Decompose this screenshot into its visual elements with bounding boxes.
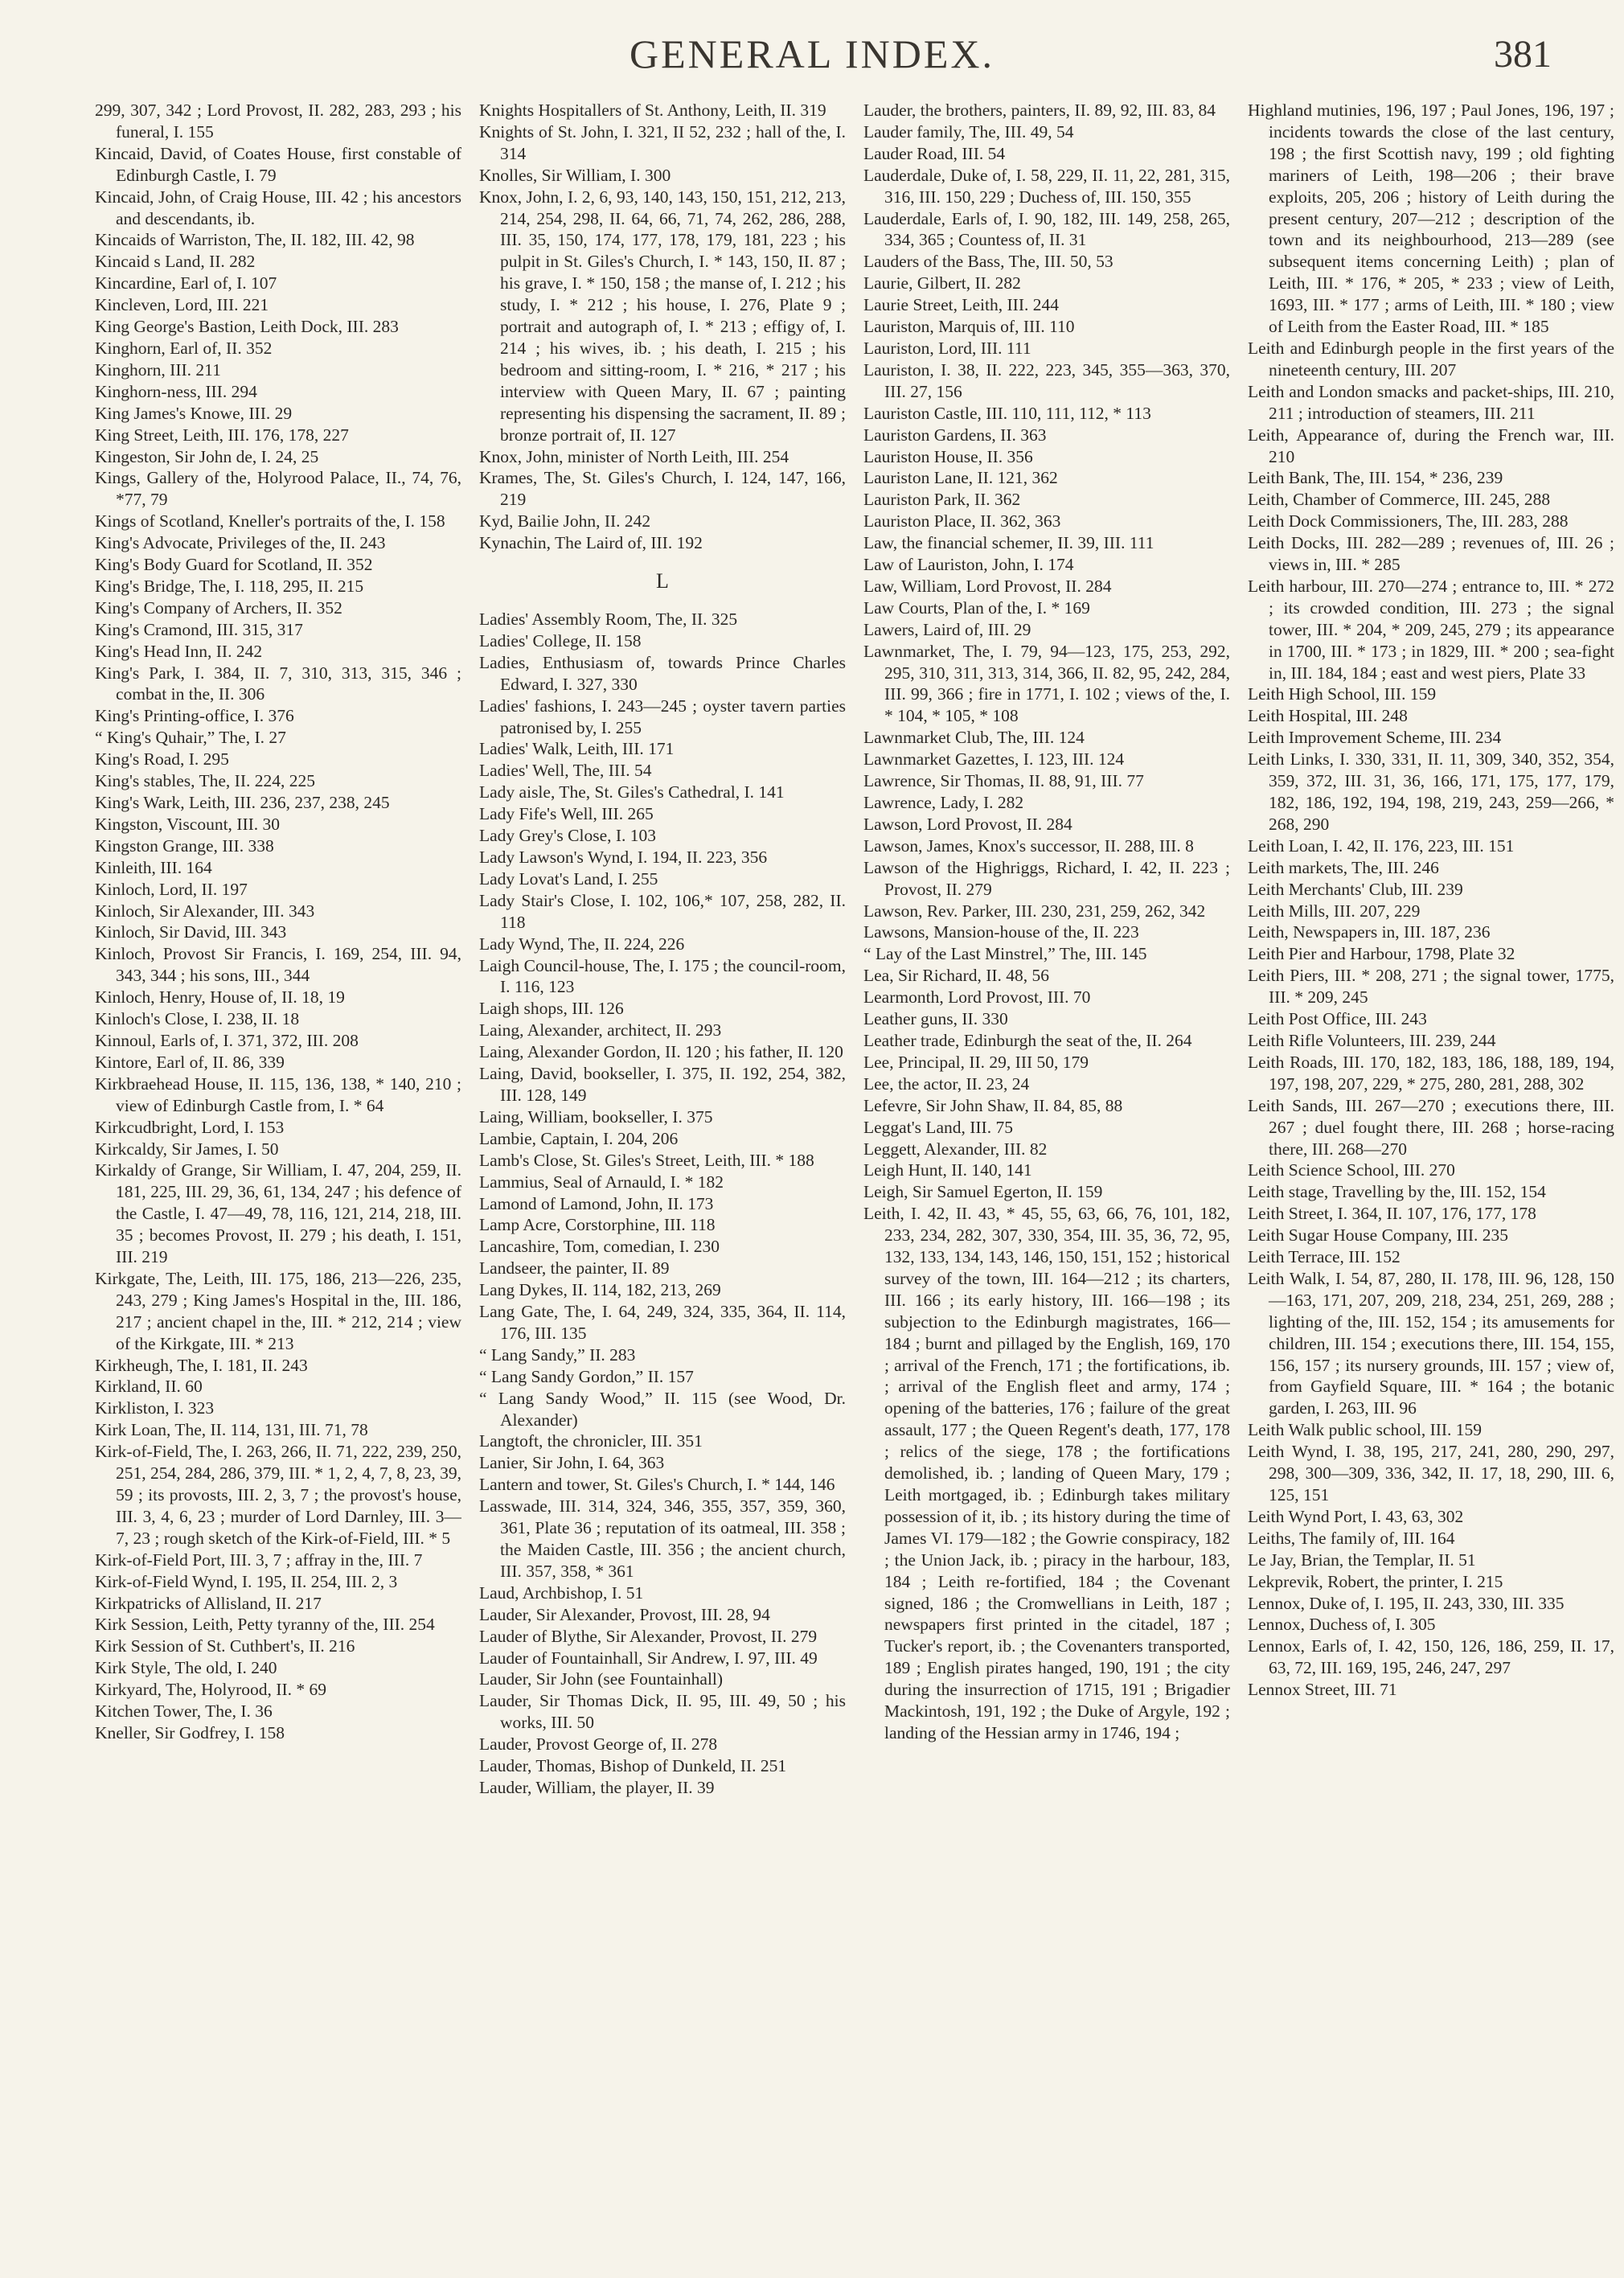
index-entry: Lefevre, Sir John Shaw, II. 84, 85, 88 xyxy=(863,1095,1123,1115)
index-entry: Lang Gate, The, I. 64, 249, 324, 335, 364, II. 114, 176, III. 135 xyxy=(479,1302,846,1343)
index-entry: Lawnmarket Club, The, III. 124 xyxy=(863,728,1085,748)
index-entry: Kneller, Sir Godfrey, I. 158 xyxy=(95,1722,285,1742)
index-entry: Laurie, Gilbert, II. 282 xyxy=(863,273,1021,293)
index-entry: Lawson of the Highriggs, Richard, I. 42, II. 223 ; Provost, II. 279 xyxy=(863,857,1230,899)
index-entry: Lauder, Provost George of, II. 278 xyxy=(479,1734,718,1755)
index-column-1 xyxy=(95,100,461,2239)
index-entry: Kincleven, Lord, III. 221 xyxy=(95,295,269,315)
index-entry: Kinnoul, Earls of, I. 371, 372, III. 208 xyxy=(95,1030,359,1050)
index-entry: Lauriston House, II. 356 xyxy=(863,446,1033,466)
index-entry: King's Cramond, III. 315, 317 xyxy=(95,619,303,639)
index-entry: Knights of St. John, I. 321, II 52, 232 ; hall of the, I. 314 xyxy=(479,121,846,163)
index-entry: Leggett, Alexander, III. 82 xyxy=(863,1139,1048,1159)
index-entry: Laing, William, bookseller, I. 375 xyxy=(479,1106,713,1127)
index-entry: Lady Wynd, The, II. 224, 226 xyxy=(479,934,685,954)
index-entry: Leith, I. 42, II. 43, * 45, 55, 63, 66, 76, 101, 182, 233, 234, 282, 307, 330, 354, III. 35, 36, 72, 95, 132, 133, 134, 143, 146, 150, 151, 152 ; historical survey of the town, III. 164—212 ; its charters, III. 166 ; its early history, III. 166—198 ; its subjection to the Edinburgh magistrates, 166—184 ; burnt and pillaged by the English, 169, 170 ; arrival of the French, 171 ; the fortifications, ib. ; arrival of the English fleet and army, 174 ; opening of the batteries, 176 ; failure of the great assault, 177 ; the Queen Regent's death, 177, 178 ; relics of the siege, 178 ; the fortifications demolished, ib. ; landing of Queen Mary, 179 ; Leith mortgaged, ib. ; Edinburgh takes military possession of it, ib. ; its history during the time of James VI. 179—182 ; the Gowrie conspiracy, 182 ; the Union Jack, ib. ; piracy in the harbour, 183, 184 ; Leith re-fortified, 184 ; the Covenant signed, 186 ; the Cromwellians in Leith, 187 ; newspapers first printed in the citadel, 187 ; Tucker's report, ib. ; the Covenanters transported, 189 ; English pirates hanged, 190, 191 ; the city during the insurrection of 1715, 191 ; Brigadier Mackintosh, 191, 192 ; the Duke of Argyle, 192 ; landing of the Hessian army in 1746, 194 ; xyxy=(863,1204,1230,1742)
index-entry: Laigh Council-house, The, I. 175 ; the council-room, I. 116, 123 xyxy=(479,955,846,997)
index-entry: Kinghorn, Earl of, II. 352 xyxy=(95,338,273,358)
index-entry: Lang Dykes, II. 114, 182, 213, 269 xyxy=(479,1280,721,1300)
index-entry: Lauder, the brothers, painters, II. 89, 92, III. 83, 84 xyxy=(863,101,1216,120)
index-entry: Lennox Street, III. 71 xyxy=(1248,1680,1397,1700)
index-entry: Lawrence, Sir Thomas, II. 88, 91, III. 77 xyxy=(863,771,1144,791)
index-entry: Leith, Newspapers in, III. 187, 236 xyxy=(1248,922,1491,942)
index-entry: Law, William, Lord Provost, II. 284 xyxy=(863,576,1112,596)
index-entry: Kirkgate, The, Leith, III. 175, 186, 213—226, 235, 243, 279 ; King James's Hospital in the, III. 186, 217 ; ancient chapel in the, III. * 212, 214 ; view of the Kirkgate, III. * 213 xyxy=(95,1268,461,1353)
index-entry: Kinleith, III. 164 xyxy=(95,857,212,877)
index-entry: Leith Science School, III. 270 xyxy=(1248,1160,1455,1180)
index-entry: Leith Dock Commissioners, The, III. 283, 288 xyxy=(1248,511,1569,532)
index-entry: Laing, Alexander, architect, II. 293 xyxy=(479,1020,722,1040)
index-entry: Law Courts, Plan of the, I. * 169 xyxy=(863,597,1090,618)
index-entry: Lady Lovat's Land, I. 255 xyxy=(479,868,658,889)
index-entry: Leith and Edinburgh people in the first years of the nineteenth century, III. 207 xyxy=(1248,338,1614,380)
index-entry: Lekprevik, Robert, the printer, I. 215 xyxy=(1248,1571,1503,1591)
index-entry: Kirk Loan, The, II. 114, 131, III. 71, 78 xyxy=(95,1420,368,1440)
index-entry: Leith Improvement Scheme, III. 234 xyxy=(1248,728,1502,748)
index-entry: Kincaid, John, of Craig House, III. 42 ; his ancestors and descendants, ib. xyxy=(95,187,461,228)
index-entry: King's Bridge, The, I. 118, 295, II. 215 xyxy=(95,576,364,596)
index-entry: Leith Docks, III. 282—289 ; revenues of, III. 26 ; views in, III. * 285 xyxy=(1248,533,1614,575)
index-entry: Lauder family, The, III. 49, 54 xyxy=(863,121,1074,142)
index-entry: Kings, Gallery of the, Holyrood Palace, II., 74, 76, *77, 79 xyxy=(95,468,461,510)
index-entry: King's Advocate, Privileges of the, II. 243 xyxy=(95,533,386,553)
index-entry: Lauder, Sir Thomas Dick, II. 95, III. 49, 50 ; his works, III. 50 xyxy=(479,1691,846,1733)
index-entry: King's Park, I. 384, II. 7, 310, 313, 315, 346 ; combat in the, II. 306 xyxy=(95,663,461,704)
index-entry: Leith Pier and Harbour, 1798, Plate 32 xyxy=(1248,944,1515,964)
index-entry: Leith and London smacks and packet-ships, III. 210, 211 ; introduction of steamers, III. 211 xyxy=(1248,381,1614,423)
index-entry: Lauder of Blythe, Sir Alexander, Provost, II. 279 xyxy=(479,1626,818,1646)
index-entry: Kinloch's Close, I. 238, II. 18 xyxy=(95,1009,300,1029)
index-entry: Kirkheugh, The, I. 181, II. 243 xyxy=(95,1355,308,1375)
index-entry: Kynachin, The Laird of, III. 192 xyxy=(479,533,703,553)
index-entry: Leith Loan, I. 42, II. 176, 223, III. 151 xyxy=(1248,835,1515,856)
index-entry: 299, 307, 342 ; Lord Provost, II. 282, 283, 293 ; his funeral, I. 155 xyxy=(95,101,461,142)
index-entry: Knox, John, I. 2, 6, 93, 140, 143, 150, 151, 212, 213, 214, 254, 298, II. 64, 66, 71, 74, 262, 286, 288, III. 35, 150, 174, 177, 178, 179, 181, 223 ; his pulpit in St. Giles's Church, I. * 143, 150, II. 87 ; his grave, I. * 150, 158 ; the manse of, I. 212 ; his study, I. * 212 ; his house, I. 276, Plate 9 ; portrait and autograph of, I. * 213 ; effigy of, I. 214 ; his wives, ib. ; his death, I. 215 ; his bedroom and sitting-room, I. * 216, * 217 ; his interview with Queen Mary, II. 67 ; painting representing his dispensing the sacrament, II. 89 ; bronze portrait of, II. 127 xyxy=(479,187,846,445)
index-entry: Lauriston Lane, II. 121, 362 xyxy=(863,468,1058,488)
index-entry: Kinloch, Sir David, III. 343 xyxy=(95,922,287,942)
index-column-3 xyxy=(863,100,1230,2239)
index-entry: Le Jay, Brian, the Templar, II. 51 xyxy=(1248,1549,1476,1570)
index-entry: Ladies, Enthusiasm of, towards Prince Charles Edward, I. 327, 330 xyxy=(479,652,846,694)
index-entry: Kirkbraehead House, II. 115, 136, 138, * 140, 210 ; view of Edinburgh Castle from, I. * 64 xyxy=(95,1073,461,1115)
index-entry: Lawnmarket, The, I. 79, 94—123, 175, 253, 292, 295, 310, 311, 313, 314, 366, II. 82, 95, 242, 284, III. 99, 366 ; fire in 1771, I. 102 ; views of the, I. * 104, * 105, * 108 xyxy=(863,641,1230,726)
index-entry: Lauder, William, the player, II. 39 xyxy=(479,1777,715,1797)
index-entry: Kirk Session, Leith, Petty tyranny of the, III. 254 xyxy=(95,1615,435,1635)
index-entry: Kintore, Earl of, II. 86, 339 xyxy=(95,1052,285,1072)
index-entry: Ladies' College, II. 158 xyxy=(479,630,642,651)
index-entry: Lennox, Duke of, I. 195, II. 243, 330, III. 335 xyxy=(1248,1593,1565,1613)
index-entry: Lee, Principal, II. 29, III 50, 179 xyxy=(863,1052,1089,1072)
index-entry: Kitchen Tower, The, I. 36 xyxy=(95,1701,273,1722)
index-entry: Lady Grey's Close, I. 103 xyxy=(479,826,657,846)
index-entry: King's Body Guard for Scotland, II. 352 xyxy=(95,555,373,575)
index-entry: Lauder of Fountainhall, Sir Andrew, I. 97, III. 49 xyxy=(479,1648,818,1668)
index-entry: Lawson, Lord Provost, II. 284 xyxy=(863,814,1072,834)
index-entry: Kincardine, Earl of, I. 107 xyxy=(95,273,277,293)
page-number: 381 xyxy=(1494,33,1552,76)
index-entry: Lady aisle, The, St. Giles's Cathedral, I. 141 xyxy=(479,782,785,802)
index-entry: Kirkcaldy, Sir James, I. 50 xyxy=(95,1139,279,1159)
index-entry: Leith High School, III. 159 xyxy=(1248,684,1437,704)
index-entry: Lamb's Close, St. Giles's Street, Leith, III. * 188 xyxy=(479,1150,814,1170)
index-entry: Leith Post Office, III. 243 xyxy=(1248,1009,1427,1029)
index-entry: Ladies' Walk, Leith, III. 171 xyxy=(479,739,675,759)
index-entry: Kirk Style, The old, I. 240 xyxy=(95,1658,277,1678)
index-entry: Lawers, Laird of, III. 29 xyxy=(863,619,1031,639)
index-entry: Lantern and tower, St. Giles's Church, I. * 144, 146 xyxy=(479,1475,835,1495)
index-entry: Kirkyard, The, Holyrood, II. * 69 xyxy=(95,1680,327,1700)
index-entry: “ King's Quhair,” The, I. 27 xyxy=(95,728,286,748)
index-entry: Leith, Appearance of, during the French war, III. 210 xyxy=(1248,425,1614,466)
page-header xyxy=(0,24,1624,88)
index-entry: Lawsons, Mansion-house of the, II. 223 xyxy=(863,922,1139,942)
index-entry: Lamp Acre, Corstorphine, III. 118 xyxy=(479,1215,716,1235)
page-title: GENERAL INDEX. xyxy=(630,31,994,76)
index-entry: Langtoft, the chronicler, III. 351 xyxy=(479,1431,703,1451)
index-entry: Krames, The, St. Giles's Church, I. 124, 147, 166, 219 xyxy=(479,468,846,510)
index-entry: Kingeston, Sir John de, I. 24, 25 xyxy=(95,446,319,466)
index-entry: Lauriston Park, II. 362 xyxy=(863,490,1021,510)
index-entry: Lauder, Thomas, Bishop of Dunkeld, II. 251 xyxy=(479,1756,787,1776)
index-entry: Leith Links, I. 330, 331, II. 11, 309, 340, 352, 354, 359, 372, III. 31, 36, 166, 171, 175, 177, 179, 182, 186, 192, 194, 198, 219, 243, 259—266, * 268, 290 xyxy=(1248,749,1614,834)
index-entry: King Street, Leith, III. 176, 178, 227 xyxy=(95,425,349,445)
index-entry: Lanier, Sir John, I. 64, 363 xyxy=(479,1453,665,1473)
index-entry: Lady Stair's Close, I. 102, 106,* 107, 258, 282, II. 118 xyxy=(479,890,846,932)
index-entry: Kirk-of-Field Wynd, I. 195, II. 254, III. 2, 3 xyxy=(95,1571,398,1591)
index-entry: Lauders of the Bass, The, III. 50, 53 xyxy=(863,252,1113,272)
index-entry: Lauriston Castle, III. 110, 111, 112, * 113 xyxy=(863,403,1151,423)
index-entry: Leith Walk public school, III. 159 xyxy=(1248,1420,1483,1440)
index-entry: Kingston, Viscount, III. 30 xyxy=(95,814,281,834)
index-entry: Kincaid s Land, II. 282 xyxy=(95,252,256,272)
index-column-2 xyxy=(479,100,846,2239)
index-column-4 xyxy=(1248,100,1614,2239)
index-entry: Lawson, James, Knox's successor, II. 288, III. 8 xyxy=(863,835,1194,856)
index-entry: Ladies' Assembly Room, The, II. 325 xyxy=(479,610,738,630)
index-entry: Highland mutinies, 196, 197 ; Paul Jones, 196, 197 ; incidents towards the close of the last century, 198 ; the first Scottish navy, 199 ; old fighting mariners of Leith, 198—206 ; their brave exploits, 205, 206 ; history of Leith during the present century, 207—212 ; description of the town and its neighbourhood, 213—289 (see subsequent items concerning Leith) ; plan of Leith, III. * 176, * 205, * 233 ; view of Leith, 1693, III. * 177 ; arms of Leith, III. * 180 ; view of Leith from the Easter Road, III. * 185 xyxy=(1248,101,1614,337)
index-entry: King James's Knowe, III. 29 xyxy=(95,403,293,423)
index-entry: Kyd, Bailie John, II. 242 xyxy=(479,511,651,532)
index-entry: King's Wark, Leith, III. 236, 237, 238, 245 xyxy=(95,793,390,812)
index-entry: Laurie Street, Leith, III. 244 xyxy=(863,295,1059,315)
index-entry: Leith Wynd Port, I. 43, 63, 302 xyxy=(1248,1506,1464,1526)
index-entry: Leggat's Land, III. 75 xyxy=(863,1117,1013,1137)
index-entry: Lammius, Seal of Arnauld, I. * 182 xyxy=(479,1172,724,1192)
index-entry: Leith Wynd, I. 38, 195, 217, 241, 280, 290, 297, 298, 300—309, 336, 342, II. 17, 18, 290, III. 6, 125, 151 xyxy=(1248,1442,1614,1504)
index-entry: Lauriston, I. 38, II. 222, 223, 345, 355—363, 370, III. 27, 156 xyxy=(863,359,1230,401)
index-entry: Kinloch, Lord, II. 197 xyxy=(95,879,248,899)
index-entry: Leather guns, II. 330 xyxy=(863,1009,1008,1029)
index-entry: Knolles, Sir William, I. 300 xyxy=(479,165,671,185)
index-entry: Leith Roads, III. 170, 182, 183, 186, 188, 189, 194, 197, 198, 207, 229, * 275, 280, 281, 288, 302 xyxy=(1248,1052,1614,1094)
index-entry: Learmonth, Lord Provost, III. 70 xyxy=(863,987,1091,1008)
index-entry: Lauder Road, III. 54 xyxy=(863,143,1006,163)
index-entry: Leith stage, Travelling by the, III. 152, 154 xyxy=(1248,1182,1546,1202)
index-entry: Leith markets, The, III. 246 xyxy=(1248,857,1439,877)
index-entry: Lauder, Sir John (see Fountainhall) xyxy=(479,1669,724,1689)
index-entry: Leith Mills, III. 207, 229 xyxy=(1248,901,1421,921)
index-entry: Ladies' fashions, I. 243—245 ; oyster tavern parties patronised by, I. 255 xyxy=(479,696,846,737)
index-entry: Lennox, Duchess of, I. 305 xyxy=(1248,1615,1436,1635)
index-entry: “ Lang Sandy,” II. 283 xyxy=(479,1344,636,1365)
index-entry: Lawson, Rev. Parker, III. 230, 231, 259, 262, 342 xyxy=(863,901,1206,921)
index-entry: Kirkliston, I. 323 xyxy=(95,1398,215,1418)
index-entry: Lasswade, III. 314, 324, 346, 355, 357, 359, 360, 361, Plate 36 ; reputation of its oatmeal, III. 358 ; the Maiden Castle, III. 356 ; the ancient church, III. 357, 358, * 361 xyxy=(479,1496,846,1581)
index-entry: Kirkcudbright, Lord, I. 153 xyxy=(95,1117,285,1137)
index-entry: Laing, Alexander Gordon, II. 120 ; his father, II. 120 xyxy=(479,1042,843,1062)
index-entry: Leith, Chamber of Commerce, III. 245, 288 xyxy=(1248,490,1551,510)
index-entry: Knox, John, minister of North Leith, III. 254 xyxy=(479,446,789,466)
index-entry: Kirkland, II. 60 xyxy=(95,1377,203,1397)
index-entry: Lady Fife's Well, III. 265 xyxy=(479,804,654,824)
index-entry: Leith Street, I. 364, II. 107, 176, 177, 178 xyxy=(1248,1204,1536,1224)
index-entry: Leigh Hunt, II. 140, 141 xyxy=(863,1160,1032,1180)
index-entry: Ladies' Well, The, III. 54 xyxy=(479,761,652,781)
index-entry: King George's Bastion, Leith Dock, III. 283 xyxy=(95,317,399,337)
index-entry: Lady Lawson's Wynd, I. 194, II. 223, 356 xyxy=(479,848,768,867)
index-entry: Kirk Session of St. Cuthbert's, II. 216 xyxy=(95,1636,355,1656)
index-entry: Lennox, Earls of, I. 42, 150, 126, 186, 259, II. 17, 63, 72, III. 169, 195, 246, 247, 297 xyxy=(1248,1636,1614,1678)
index-entry: Kinghorn, III. 211 xyxy=(95,359,221,380)
index-entry: Leith Merchants' Club, III. 239 xyxy=(1248,879,1463,899)
index-entry: Leith Walk, I. 54, 87, 280, II. 178, III. 96, 128, 150—163, 171, 207, 209, 218, 234, 251, 269, 288 ; lighting of the, III. 152, 154 ; its amusements for children, III. 154 ; executions there, III. 154, 155, 156, 157 ; its nursery grounds, III. 157 ; view of, from Gayfield Square, III. * 164 ; the botanic garden, I. 263, III. 96 xyxy=(1248,1268,1614,1418)
index-entry: Kincaid, David, of Coates House, first constable of Edinburgh Castle, I. 79 xyxy=(95,143,461,185)
index-entry: Leith Sands, III. 267—270 ; executions there, III. 267 ; duel fought there, III. 268 ; horse-racing there, III. 268—270 xyxy=(1248,1095,1614,1159)
index-entry: King's Road, I. 295 xyxy=(95,749,229,770)
index-entry: Lauriston, Lord, III. 111 xyxy=(863,338,1031,358)
index-entry: King's stables, The, II. 224, 225 xyxy=(95,771,315,791)
index-entry: Kinloch, Henry, House of, II. 18, 19 xyxy=(95,987,345,1008)
index-entry: Kinghorn-ness, III. 294 xyxy=(95,381,257,401)
index-entry: Lauriston Gardens, II. 363 xyxy=(863,425,1047,445)
index-entry: Lauderdale, Duke of, I. 58, 229, II. 11, 22, 281, 315, 316, III. 150, 229 ; Duchess of, III. 150, 355 xyxy=(863,165,1230,207)
index-entry: Lambie, Captain, I. 204, 206 xyxy=(479,1128,679,1148)
index-entry: King's Printing-office, I. 376 xyxy=(95,706,294,726)
index-entry: Law of Lauriston, John, I. 174 xyxy=(863,555,1074,575)
index-entry: Laing, David, bookseller, I. 375, II. 192, 254, 382, III. 128, 149 xyxy=(479,1064,846,1105)
index-entry: Lawnmarket Gazettes, I. 123, III. 124 xyxy=(863,749,1125,770)
index-entry: Leith Sugar House Company, III. 235 xyxy=(1248,1225,1509,1246)
index-entry: Kincaids of Warriston, The, II. 182, III. 42, 98 xyxy=(95,230,415,250)
index-entry: Leith Bank, The, III. 154, * 236, 239 xyxy=(1248,468,1503,488)
index-entry: Kingston Grange, III. 338 xyxy=(95,835,274,856)
index-entry: Leiths, The family of, III. 164 xyxy=(1248,1528,1455,1548)
index-entry: Lauderdale, Earls of, I. 90, 182, III. 149, 258, 265, 334, 365 ; Countess of, II. 31 xyxy=(863,208,1230,250)
index-columns xyxy=(95,100,1614,2239)
index-entry: Leith Rifle Volunteers, III. 239, 244 xyxy=(1248,1030,1496,1050)
index-entry: Kirk-of-Field, The, I. 263, 266, II. 71, 222, 239, 250, 251, 254, 284, 286, 379, III. * 1, 2, 4, 7, 8, 23, 39, 59 ; its provosts, III. 2, 3, 7 ; the provost's house, III. 3, 4, 6, 23 ; murder of Lord Darnley, III. 3—7, 23 ; rough sketch of the Kirk-of-Field, III. * 5 xyxy=(95,1442,461,1548)
index-entry: Lee, the actor, II. 23, 24 xyxy=(863,1073,1030,1094)
index-entry: Laigh shops, III. 126 xyxy=(479,999,624,1019)
index-entry: “ Lang Sandy Wood,” II. 115 (see Wood, Dr. Alexander) xyxy=(479,1388,846,1430)
index-entry: Lancashire, Tom, comedian, I. 230 xyxy=(479,1237,720,1257)
index-entry: Kirkpatricks of Allisland, II. 217 xyxy=(95,1593,322,1613)
index-entry: Lauriston, Marquis of, III. 110 xyxy=(863,317,1075,337)
index-entry: Kirkaldy of Grange, Sir William, I. 47, 204, 259, II. 181, 225, III. 29, 36, 61, 134, 247 ; his defence of the Castle, I. 47—49, 78, 116, 121, 214, 218, III. 35 ; becomes Provost, II. 279 ; his death, I. 151, III. 219 xyxy=(95,1160,461,1267)
index-entry: Knights Hospitallers of St. Anthony, Leith, II. 319 xyxy=(479,101,826,120)
index-entry: King's Company of Archers, II. 352 xyxy=(95,597,342,618)
index-entry: Leith Terrace, III. 152 xyxy=(1248,1247,1400,1267)
index-entry: Kinloch, Provost Sir Francis, I. 169, 254, III. 94, 343, 344 ; his sons, III., 344 xyxy=(95,944,461,986)
index-entry: Landseer, the painter, II. 89 xyxy=(479,1258,670,1279)
index-entry: Lea, Sir Richard, II. 48, 56 xyxy=(863,966,1050,986)
index-entry: “ Lang Sandy Gordon,” II. 157 xyxy=(479,1366,694,1386)
index-entry: Lauder, Sir Alexander, Provost, III. 28, 94 xyxy=(479,1604,770,1624)
index-entry: Kirk-of-Field Port, III. 3, 7 ; affray in the, III. 7 xyxy=(95,1549,423,1570)
index-entry: Leith Hospital, III. 248 xyxy=(1248,706,1408,726)
index-entry: King's Head Inn, II. 242 xyxy=(95,641,263,661)
index-entry: Leather trade, Edinburgh the seat of the, II. 264 xyxy=(863,1030,1192,1050)
section-letter: L xyxy=(656,569,669,593)
index-entry: Leigh, Sir Samuel Egerton, II. 159 xyxy=(863,1182,1103,1202)
index-entry: Law, the financial schemer, II. 39, III. 111 xyxy=(863,533,1154,553)
index-entry: Leith Piers, III. * 208, 271 ; the signal tower, 1775, III. * 209, 245 xyxy=(1248,966,1614,1008)
index-entry: “ Lay of the Last Minstrel,” The, III. 145 xyxy=(863,944,1147,964)
index-entry: Lawrence, Lady, I. 282 xyxy=(863,793,1024,812)
index-entry: Kings of Scotland, Kneller's portraits of the, I. 158 xyxy=(95,511,445,532)
index-entry: Lamond of Lamond, John, II. 173 xyxy=(479,1193,714,1213)
index-entry: Leith harbour, III. 270—274 ; entrance to, III. * 272 ; its crowded condition, III. 273 ; the signal tower, III. * 204, * 209, 245, 279 ; its appearance in 1700, III. * 173 ; in 1829, III. * 200 ; sea-fight in, III. 184, 184 ; east and west piers, Plate 33 xyxy=(1248,576,1614,683)
index-entry: Lauriston Place, II. 362, 363 xyxy=(863,511,1061,532)
index-entry: Kinloch, Sir Alexander, III. 343 xyxy=(95,901,315,921)
index-entry: Laud, Archbishop, I. 51 xyxy=(479,1582,644,1603)
